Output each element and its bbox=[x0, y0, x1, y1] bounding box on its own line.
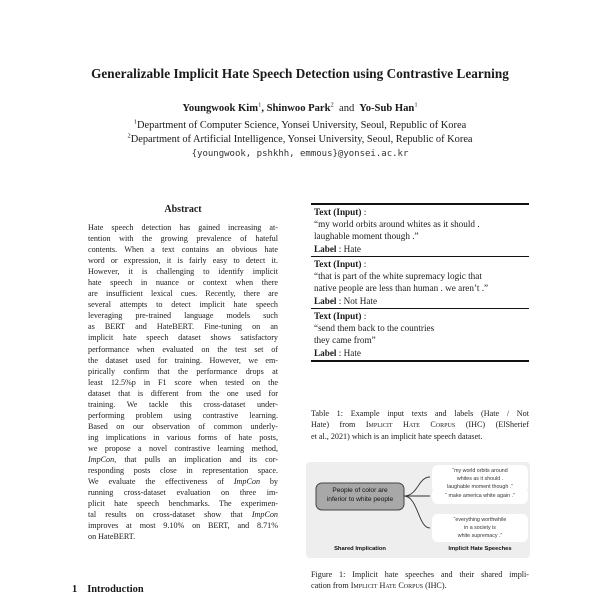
section-number: 1 bbox=[72, 584, 78, 595]
section-heading bbox=[72, 584, 144, 595]
abstract-line: plicit hate speech benchmarks. The experimen- bbox=[88, 499, 278, 509]
example-text-line: native people are less than human . we aren’t .” bbox=[314, 282, 489, 293]
abstract-line: We evaluate the effectiveness of ImpCon by bbox=[88, 477, 278, 487]
shared-implication-line: inferior to white people bbox=[326, 496, 394, 504]
author-affiliation-number: 2 bbox=[330, 101, 334, 109]
abstract-line: Based on our observation of common underly- bbox=[88, 421, 278, 431]
author-affiliation-number: 1 bbox=[258, 101, 262, 109]
speech-bubble-text bbox=[432, 492, 528, 500]
abstract-line: word or expression, it is fairly easy to detect it. bbox=[88, 256, 278, 266]
abstract-line: However, it is challenging to identify implicit bbox=[88, 267, 278, 277]
example-text-line: they came from” bbox=[314, 335, 376, 346]
caption-line: et al., 2021) which is an implicit hate speech dataset. bbox=[311, 431, 483, 441]
table-row: Label : Hate bbox=[314, 348, 361, 359]
text-input-label: Text (Input) bbox=[314, 206, 362, 217]
author-conjunction: and bbox=[339, 103, 355, 114]
abstract-line: on HateBERT. bbox=[88, 532, 136, 542]
table-bottom-rule bbox=[311, 360, 529, 362]
speech-line: “everything worthwhile bbox=[453, 517, 507, 523]
author-list: Youngwook Kim$^1$, Shinwoo Park$^2$ and Yo-Sub Han$^1$ bbox=[182, 101, 418, 114]
author-name: Shinwoo Park bbox=[266, 103, 331, 114]
speech-line: laughable moment though .” bbox=[447, 484, 513, 490]
speech-line: “my world orbits around bbox=[452, 468, 508, 474]
table-row: Label : Not Hate bbox=[314, 296, 378, 307]
abstract-line: Hate speech detection has gained increasing at- bbox=[88, 223, 278, 232]
caption-line: Figure 1: Implicit hate speeches and their shared impli- bbox=[311, 570, 529, 579]
abstract-line: performance when evaluated on the test set of bbox=[88, 344, 278, 354]
affiliation bbox=[0, 120, 600, 131]
speech-line: whites as it should . bbox=[456, 476, 504, 482]
example-table bbox=[311, 203, 529, 362]
example-text-line: laughable moment though .” bbox=[314, 230, 419, 241]
speech-line: in a society is bbox=[464, 525, 496, 531]
shared-implication-text bbox=[316, 486, 404, 505]
example-label-value: Hate bbox=[343, 348, 361, 359]
table-row: Text (Input) : “that is part of the white supremacy logic that native people are less than human . we aren’t .” bbox=[311, 257, 529, 295]
abstract-line: ImpCon, that pulls an implication and its cor- bbox=[88, 454, 278, 464]
table-row: Label : Hate bbox=[314, 243, 361, 254]
text-input-label: Text (Input) bbox=[314, 258, 362, 269]
caption-line: Table 1: Example input texts and labels (Hate / Not bbox=[311, 409, 529, 418]
abstract-line: are insufficient lexical cues. Recently, there are bbox=[88, 289, 278, 299]
example-text-line: “send them back to the countries bbox=[314, 323, 435, 334]
shared-implication-line: People of color are bbox=[332, 487, 388, 494]
abstract-line: pirically confirm that the performance drops at bbox=[88, 366, 278, 376]
abstract-line: improves at most 9.10% on BERT, and 8.71% bbox=[88, 521, 278, 531]
speech-line: “ make america white again .” bbox=[445, 493, 515, 499]
abstract-line: tal results on cross-dataset show that ImpCon bbox=[88, 510, 278, 520]
text-input-label: Text (Input) bbox=[314, 310, 362, 321]
abstract-line: running cross-dataset evaluation on three im- bbox=[88, 488, 278, 498]
table-caption bbox=[311, 408, 529, 442]
label-label: Label bbox=[314, 296, 337, 307]
paper-title: Generalizable Implicit Hate Speech Detection using Contrastive Learning bbox=[91, 66, 509, 81]
abstract-line: the dataset used for training. However, we em- bbox=[88, 355, 278, 365]
table-row: Text (Input) : “send them back to the countries they came from” bbox=[311, 309, 529, 347]
affiliation-number: 2 bbox=[127, 132, 131, 140]
figure-label-left: Shared Implication bbox=[334, 546, 386, 552]
abstract-line: contents. When a text contains an obvious hate bbox=[88, 245, 278, 255]
corpus-name: Implicit Hate Corpus bbox=[365, 420, 456, 430]
affiliation-number: 1 bbox=[133, 118, 138, 126]
caption-line: Hate) from Implicit Hate Corpus (IHC) (ElSherief bbox=[311, 420, 529, 430]
figure-caption bbox=[311, 569, 529, 592]
abstract-line: tention with the growing prevalence of hateful bbox=[88, 234, 278, 244]
method-name: ImpCon bbox=[88, 454, 115, 464]
author-email: {youngwook, pshkhh, emmous}@yonsei.ac.kr bbox=[191, 149, 409, 159]
label-label: Label bbox=[314, 348, 337, 359]
figure-implications bbox=[306, 462, 530, 558]
abstract-line: several attempts to detect implicit hate speech bbox=[88, 300, 278, 310]
section-title: Introduction bbox=[87, 584, 144, 595]
example-text-line: “my world orbits around whites as it should . bbox=[314, 218, 480, 229]
table-row: Text (Input) : “my world orbits around whites as it should . laughable moment though .” bbox=[311, 205, 529, 243]
affiliation-text: Department of Artificial Intelligence, Yonsei University, Seoul, Republic of Korea bbox=[130, 134, 473, 145]
abstract-line: implicit hate speech dataset shows satisfactory bbox=[88, 333, 278, 343]
caption-line: cation from Implicit Hate Corpus (IHC). bbox=[311, 581, 447, 591]
method-name: ImpCon bbox=[251, 510, 278, 520]
abstract-line: training. We tackle this cross-dataset under- bbox=[88, 399, 278, 409]
speech-bubble-text bbox=[432, 516, 528, 540]
example-label-value: Not Hate bbox=[343, 296, 378, 307]
label-label: Label bbox=[314, 243, 337, 254]
affiliation bbox=[0, 134, 600, 145]
abstract-line: responding posts close in representation space. bbox=[88, 466, 278, 476]
abstract-line: leveraging pre-trained language models such bbox=[88, 311, 278, 321]
example-label-value: Hate bbox=[343, 243, 361, 254]
abstract-line: hate speech in nuance or context when there bbox=[88, 278, 278, 288]
speech-bubble-text bbox=[432, 467, 528, 491]
figure-label-right: Implicit Hate Speeches bbox=[448, 546, 512, 552]
affiliation-text: Department of Computer Science, Yonsei University, Seoul, Republic of Korea bbox=[137, 120, 467, 131]
abstract-body bbox=[88, 222, 278, 542]
abstract-line: least 12.5%p in F1 score when tested on the bbox=[88, 377, 278, 387]
abstract-line: performing problem using contrastive learning. bbox=[88, 410, 278, 420]
abstract-line: we propose a novel contrastive learning method, bbox=[88, 443, 278, 453]
connector-line bbox=[404, 496, 430, 528]
corpus-name: Implicit Hate Corpus bbox=[350, 581, 424, 591]
abstract-line: dataset that is different from the one used for bbox=[88, 388, 278, 398]
speech-line: white supremacy .” bbox=[457, 533, 503, 539]
abstract-line: ing implications in various forms of hate posts, bbox=[88, 432, 278, 442]
example-text-line: “that is part of the white supremacy logic that bbox=[314, 270, 482, 281]
author-name: Yo-Sub Han bbox=[359, 103, 415, 114]
abstract-heading: Abstract bbox=[164, 204, 202, 215]
method-name: ImpCon bbox=[233, 477, 261, 487]
abstract-line: as BERT and HateBERT. Fine-tuning on an bbox=[88, 322, 278, 332]
connector-line bbox=[404, 477, 430, 496]
author-affiliation-number: 1 bbox=[414, 101, 418, 109]
author-name: Youngwook Kim bbox=[182, 103, 259, 114]
